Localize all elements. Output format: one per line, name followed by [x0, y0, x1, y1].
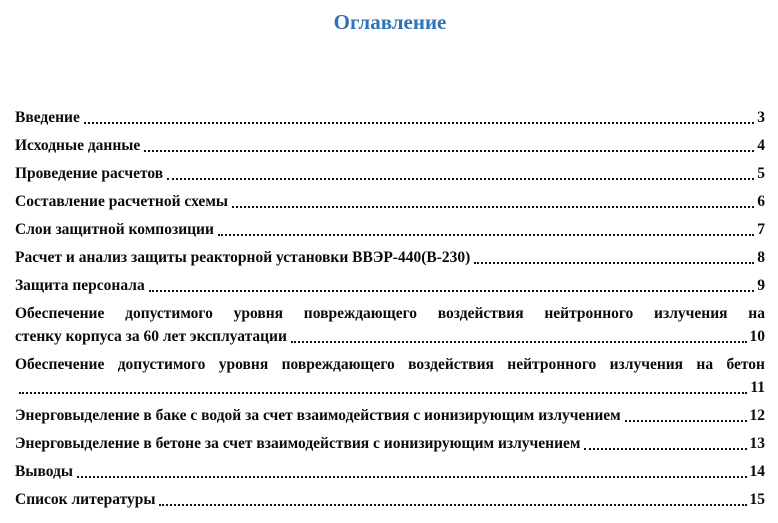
- dot-leader: [19, 392, 747, 394]
- toc-entry-text: Энерговыделение в бетоне за счет взаимодействия с ионизирующим излучением: [15, 435, 581, 452]
- dot-leader: [474, 262, 754, 264]
- toc-page-number: 15: [749, 491, 765, 508]
- dot-leader: [291, 341, 747, 343]
- toc-page-number: 8: [757, 249, 765, 266]
- toc-page-number: 12: [749, 407, 765, 424]
- dot-leader: [232, 206, 754, 208]
- toc-entry-vyvody[interactable]: [15, 460, 765, 483]
- toc-entry-text: Введение: [15, 109, 80, 126]
- toc-entry-text-line1: Обеспечение допустимого уровня повреждающего воздействия нейтронного излучения на бетон: [15, 356, 765, 373]
- toc-entry-text: Расчет и анализ защиты реакторной установки ВВЭР-440(В-230): [15, 249, 471, 266]
- dot-leader: [584, 448, 746, 450]
- toc-entry-zashchita-personala[interactable]: [15, 274, 765, 297]
- dot-leader: [625, 420, 747, 422]
- toc-entry-sloi-zashchitnoy[interactable]: [15, 218, 765, 241]
- toc-entry-text: Защита персонала: [15, 277, 145, 294]
- toc-entry-energovydelenie-bak[interactable]: [15, 404, 765, 427]
- dot-leader: [84, 122, 754, 124]
- toc-page-number: 11: [750, 379, 765, 396]
- page-title: Оглавление: [333, 10, 447, 34]
- toc-entry-text: Энерговыделение в баке с водой за счет взаимодействия с ионизирующим излучением: [15, 407, 621, 424]
- dot-leader: [149, 290, 755, 292]
- toc-entry-text: Составление расчетной схемы: [15, 193, 228, 210]
- toc-page-number: 7: [757, 221, 765, 238]
- toc-entry-raschet-analiz-vver[interactable]: [15, 246, 765, 269]
- toc-page-number: 13: [749, 435, 765, 452]
- toc-entry-obespechenie-stenku-korpusa[interactable]: [15, 302, 765, 348]
- table-of-contents: [15, 106, 765, 511]
- dot-leader: [77, 476, 747, 478]
- dot-leader: [144, 150, 754, 152]
- toc-entry-sostavlenie-shemy[interactable]: [15, 190, 765, 213]
- toc-entry-text: Слои защитной композиции: [15, 221, 214, 238]
- toc-entry-spisok-literatury[interactable]: [15, 488, 765, 511]
- toc-page-number: 14: [749, 463, 765, 480]
- toc-entry-obespechenie-beton[interactable]: [15, 353, 765, 399]
- toc-entry-vvedenie[interactable]: [15, 106, 765, 129]
- toc-entry-text: Исходные данные: [15, 137, 141, 154]
- toc-page-number: 6: [757, 193, 765, 210]
- dot-leader: [159, 504, 746, 506]
- toc-entry-text-line2: стенку корпуса за 60 лет эксплуатации: [15, 328, 287, 345]
- toc-entry-text: Проведение расчетов: [15, 165, 164, 182]
- toc-page-number: 9: [757, 277, 765, 294]
- toc-page-number: 10: [749, 328, 765, 345]
- toc-entry-provedenie-raschetov[interactable]: [15, 162, 765, 185]
- toc-entry-text: Выводы: [15, 463, 73, 480]
- toc-page-number: 3: [757, 109, 765, 126]
- toc-page-number: 4: [757, 137, 765, 154]
- toc-page-number: 5: [757, 165, 765, 182]
- dot-leader: [218, 234, 754, 236]
- toc-entry-energovydelenie-beton[interactable]: [15, 432, 765, 455]
- toc-entry-text: Список литературы: [15, 491, 156, 508]
- toc-entry-text-line1: Обеспечение допустимого уровня повреждающего воздействия нейтронного излучения на: [15, 305, 765, 322]
- toc-entry-ishodnye-dannye[interactable]: [15, 134, 765, 157]
- dot-leader: [167, 178, 754, 180]
